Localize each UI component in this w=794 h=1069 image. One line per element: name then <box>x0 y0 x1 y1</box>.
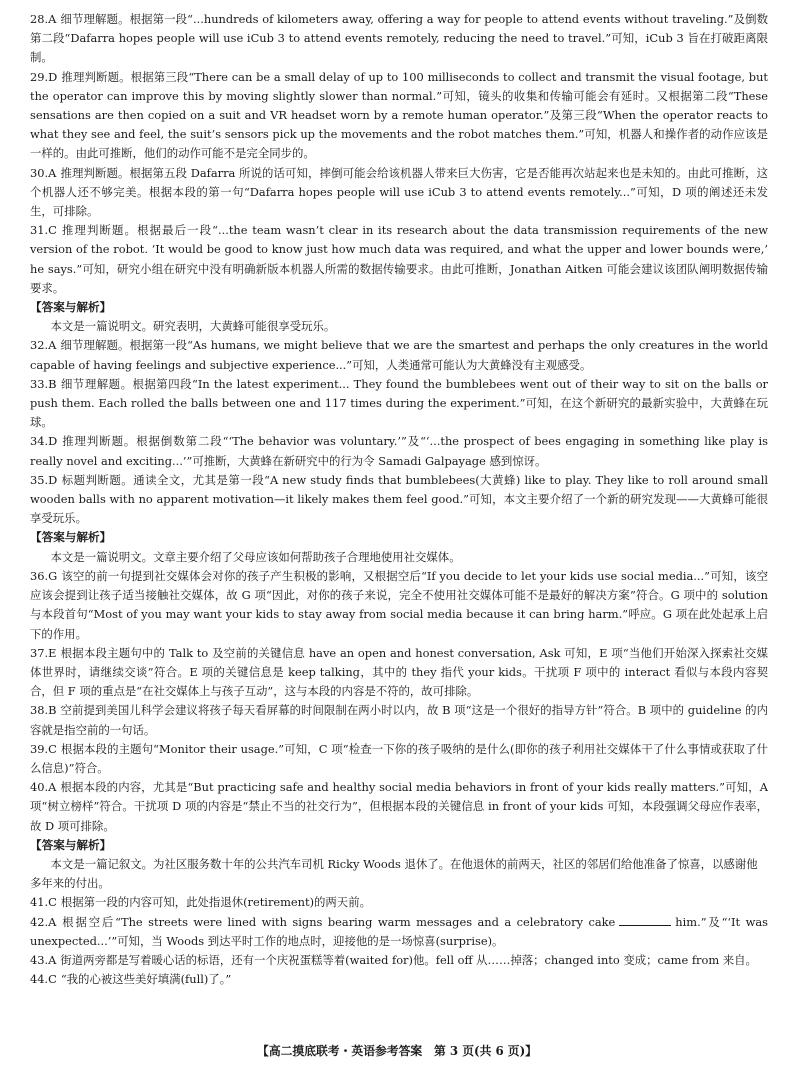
section-heading: 【答案与解析】 <box>30 837 112 852</box>
answer-item-44: 44.C “我的心被这些美好填满(full)了。” <box>30 972 232 987</box>
section-intro: 本文是一篇记叙文。为社区服务数十年的公共汽车司机 Ricky Woods 退休了。在他退休的前两天，社区的邻居们给他准备了惊喜，以感谢他多年来的付出。 <box>30 856 758 891</box>
answer-item-34: 34.D 推理判断题。根据倒数第二段“‘The behavior was voluntary.’”及“‘...the prospect of bees engaging in something like play is really novel and exciting...’”可推断，大黄蜂在新研究中的行为令 Samadi Galpayage 感到惊讶。 <box>30 434 768 468</box>
section-intro: 本文是一篇说明文。研究表明，大黄蜂可能很享受玩乐。 <box>50 319 336 334</box>
answer-item-36: 36.G 该空的前一句提到社交媒体会对你的孩子产生积极的影响，又根据空后“If you decide to let your kids use social media...”可知，该空应该会提到让孩子适当接触社交媒体，故 G 项“因此，对你的孩子来说，完全不使用社交媒体可能不是最好的解决方案”符合。G 项中的 solution 与本段首句“Most of you may want your kids to stay away from social media because it can bring harm.”呼应。G 项在此处起承上启下的作用。 <box>30 568 768 641</box>
section-intro: 本文是一篇说明文。文章主要介绍了父母应该如何帮助孩子合理地使用社交媒体。 <box>50 549 461 564</box>
page-footer: 【高二摸底联考・英语参考答案 第 3 页(共 6 页)】 <box>257 1044 537 1058</box>
answer-item-29: 29.D 推理判断题。根据第三段“There can be a small delay of up to 100 milliseconds to collect and transmit the visual footage, but the operator can improve this by moving slightly slower than normal.”可知，镜头的收集和传输可能会有延时。又根据第二段“These sensations are then copied on a suit and VR headset worn by a remote human operator.”及第三段“When the operator reacts to what they see and feel, the suit’s sensors pick up the movements and the robot matches them.”可知，机器人和操作者的动作应该是一样的。由此可推断，他们的动作可能不是完全同步的。 <box>30 69 768 161</box>
answer-item-38: 38.B 空前提到美国儿科学会建议将孩子每天看屏幕的时间限制在两小时以内，故 B 项“这是一个很好的指导方针”符合。B 项中的 guideline 的内容就是指空前的一句话。 <box>30 703 768 737</box>
answer-item-40: 40.A 根据本段的内容，尤其是“But practicing safe and healthy social media behaviors in front of your kids really matters.”可知，A 项“树立榜样”符合。干扰项 D 项的内容是“禁止不当的社交行为”，但根据本段的关键信息 in front of your kids 可知，本段强调父母应作表率，故 D 项可排除。 <box>30 780 768 833</box>
answer-item-41: 41.C 根据第一段的内容可知，此处指退休(retirement)的两天前。 <box>30 895 371 910</box>
answer-item-43: 43.A 街道两旁都是写着暖心话的标语，还有一个庆祝蛋糕等着(waited for)他。fell off 从……掉落；changed into 变成；came from 来自。 <box>30 952 757 967</box>
section-heading: 【答案与解析】 <box>30 300 112 315</box>
answer-item-31: 31.C 推理判断题。根据最后一段“...the team wasn’t clear in its research about the data transmission requirements of the new version of the robot. ‘It would be good to know just how much data was required, and what the upper and lower bounds were,’ he says.”可知，研究小组在研究中没有明确新版本机器人所需的数据传输要求。由此可推断，Jonathan Aitken 可能会建议该团队阐明数据传输要求。 <box>30 223 768 295</box>
answer-item-30: 30.A 推理判断题。根据第五段 Dafarra 所说的话可知，摔倒可能会给该机器人带来巨大伤害，它是否能再次站起来也是未知的。由此可推断，这个机器人还不够完美。根据本段的第一句“Dafarra hopes people will use iCub 3 to attend events remotely...”可知，D 项的阐述还未发生，可排除。 <box>30 165 768 219</box>
answer-item-39: 39.C 根据本段的主题句“Monitor their usage.”可知，C 项“检查一下你的孩子吸纳的是什么(即你的孩子利用社交媒体干了什么事情或获取了什么信息)”符合。 <box>30 741 768 775</box>
answer-item-32: 32.A 细节理解题。根据第一段“As humans, we might believe that we are the smartest and perhaps the only creatures in the world capable of having feelings and subjective experience...”可知，人类通常可能认为大黄蜂没有主观感受。 <box>30 338 768 372</box>
fill-in-blank <box>619 914 671 926</box>
answer-item-42: 42.A 根据空后“The streets were lined with signs bearing warm messages and a celebratory cake him.”及“‘It was unexpected...’”可知，当 Woods 到达平时工作的地点时，迎接他的是一场惊喜(surprise)。 <box>30 914 768 948</box>
answer-item-37: 37.E 根据本段主题句中的 Talk to 及空前的关键信息 have an open and honest conversation, Ask 可知，E 项“当他们开始深入探索社交媒体世界时，请继续交谈”符合。E 项的关键信息是 keep talking，其中的 they 指代 your kids。干扰项 F 项中的 interact 看似与本段内容契合，但 F 项的重点是“在社交媒体上与孩子互动”，这与本段的内容是不符的，故可排除。 <box>30 645 768 699</box>
answer-item-35: 35.D 标题判断题。通读全文，尤其是第一段“A new study finds that bumblebees(大黄蜂) like to play. They like to roll around small wooden balls with no apparent motivation—it likely makes them feel good.”可知，本文主要介绍了一个新的研究发现——大黄蜂可能很享受玩乐。 <box>30 472 768 526</box>
answer-item-33: 33.B 细节理解题。根据第四段“In the latest experiment... They found the bumblebees went out of their way to sit on the balls or push them. Each rolled the balls between one and 117 times during the experiment.”可知，在这个新研究的最新实验中，大黄蜂在玩球。 <box>30 376 768 430</box>
section-heading: 【答案与解析】 <box>30 530 112 545</box>
answer-item-28: 28.A 细节理解题。根据第一段“...hundreds of kilometers away, offering a way for people to attend events without traveling.”及倒数第二段“Dafarra hopes people will use iCub 3 to attend events remotely, reducing the need to travel.”可知，iCub 3 旨在打破距离限制。 <box>30 12 768 65</box>
